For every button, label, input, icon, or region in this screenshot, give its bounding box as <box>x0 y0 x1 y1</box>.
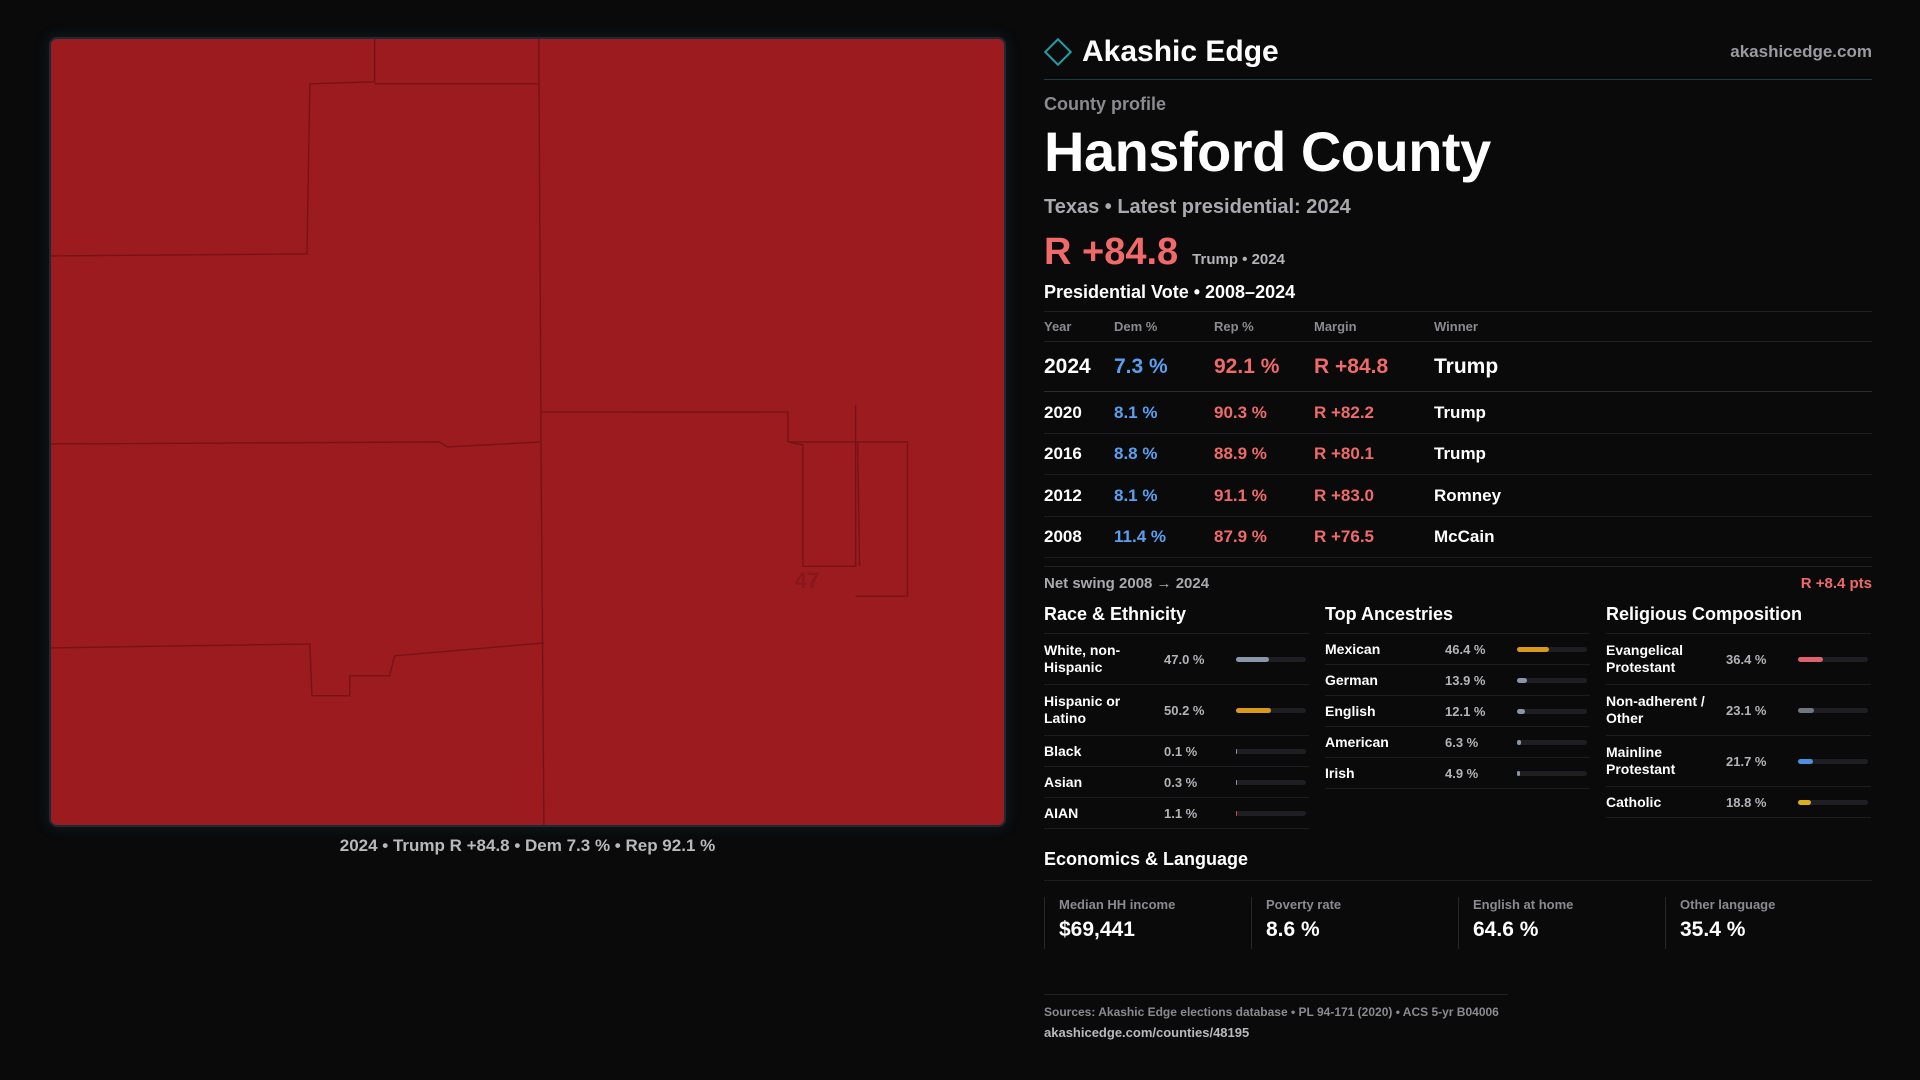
stat-label: Hispanic or Latino <box>1044 692 1121 727</box>
stat-bar <box>1798 759 1868 764</box>
stat-label: Mexican <box>1325 640 1381 657</box>
county-boundary <box>51 39 375 256</box>
cell-winner: Trump <box>1434 342 1872 392</box>
cell-year: 2012 <box>1044 475 1114 517</box>
subline: Texas • Latest presidential: 2024 <box>1044 195 1351 218</box>
cell-margin: R +76.5 <box>1314 516 1434 558</box>
table-row[interactable] <box>1044 342 1872 392</box>
presidential-table <box>1044 312 1872 559</box>
header-dem: Dem % <box>1114 312 1214 342</box>
econ-value: 35.4 % <box>1680 918 1746 942</box>
margin-value: R +84.8 <box>1044 230 1179 273</box>
stat-bar-fill <box>1798 800 1811 805</box>
stat-bar-fill <box>1517 740 1521 745</box>
stat-value: 46.4 % <box>1445 641 1486 657</box>
stat-value: 47.0 % <box>1164 651 1205 667</box>
swing-value: R +8.4 pts <box>1800 575 1872 593</box>
margin-note: Trump • 2024 <box>1192 250 1285 268</box>
econ-label: Poverty rate <box>1266 897 1342 913</box>
cell-margin: R +80.1 <box>1314 433 1434 475</box>
map-caption: 2024 • Trump R +84.8 • Dem 7.3 % • Rep 92.1 % <box>339 836 716 855</box>
cell-rep: 91.1 % <box>1214 475 1314 517</box>
stat-label: American <box>1325 733 1389 750</box>
cell-dem: 8.1 % <box>1114 392 1214 434</box>
stat-bar-fill <box>1236 749 1237 754</box>
sources-line: Sources: Akashic Edge elections database • PL 94-171 (2020) • ACS 5-yr B04006 <box>1044 1005 1499 1019</box>
stat-value: 6.3 % <box>1445 734 1479 750</box>
cell-rep: 87.9 % <box>1214 516 1314 558</box>
diamond-logo-icon <box>1044 37 1072 65</box>
stat-label: White, non-Hispanic <box>1044 641 1121 676</box>
table-row[interactable] <box>1044 516 1872 558</box>
stat-bar-fill <box>1517 771 1520 776</box>
econ-cell <box>1665 897 1872 949</box>
demographics <box>1044 604 1872 829</box>
religion-title: Religious Composition <box>1606 604 1871 634</box>
cell-year: 2008 <box>1044 516 1114 558</box>
sources-footer <box>1044 994 1508 1040</box>
header <box>1044 30 1872 80</box>
ancestry-section <box>1325 604 1590 829</box>
header-rep: Rep % <box>1214 312 1314 342</box>
brand[interactable] <box>1044 35 1279 69</box>
economics-row <box>1044 897 1872 949</box>
stat-bar <box>1236 657 1306 662</box>
stat-label: AIAN <box>1044 804 1079 821</box>
stat-bar <box>1236 780 1306 785</box>
stat-value: 0.3 % <box>1164 774 1198 790</box>
stat-row <box>1606 634 1871 685</box>
stat-bar-fill <box>1236 811 1237 816</box>
county-boundary <box>51 412 541 447</box>
stat-value: 23.1 % <box>1726 702 1767 718</box>
cell-dem: 8.8 % <box>1114 433 1214 475</box>
econ-value: $69,441 <box>1059 918 1135 942</box>
stat-label: English <box>1325 702 1376 719</box>
presidential-title: Presidential Vote • 2008–2024 <box>1044 282 1872 312</box>
table-row[interactable] <box>1044 433 1872 475</box>
stat-bar <box>1798 800 1868 805</box>
stat-row <box>1325 727 1590 758</box>
stat-label: Catholic <box>1606 793 1662 810</box>
stat-row <box>1044 767 1309 798</box>
header-margin: Margin <box>1314 312 1434 342</box>
stat-value: 4.9 % <box>1445 765 1479 781</box>
stat-bar <box>1517 709 1587 714</box>
econ-label: Other language <box>1680 897 1776 913</box>
stat-bar <box>1517 678 1587 683</box>
stat-row <box>1044 798 1309 829</box>
brand-url-link[interactable]: akashicedge.com <box>1730 41 1872 61</box>
cell-rep: 90.3 % <box>1214 392 1314 434</box>
race-section <box>1044 604 1309 829</box>
econ-label: Median HH income <box>1059 897 1176 913</box>
stat-bar-fill <box>1236 657 1269 662</box>
stat-row <box>1325 634 1590 665</box>
cell-winner: Romney <box>1434 475 1872 517</box>
cell-dem: 7.3 % <box>1114 342 1214 392</box>
cell-year: 2024 <box>1044 342 1114 392</box>
stat-label: Evangelical Protestant <box>1606 641 1684 676</box>
stat-label: Non-adherent / Other <box>1606 692 1705 727</box>
stat-bar-fill <box>1798 657 1823 662</box>
econ-cell <box>1044 897 1251 949</box>
stat-bar-fill <box>1236 780 1237 785</box>
stat-value: 21.7 % <box>1726 753 1767 769</box>
stat-label: Mainline Protestant <box>1606 743 1676 778</box>
stat-value: 50.2 % <box>1164 702 1205 718</box>
religion-section <box>1606 604 1871 829</box>
county-map[interactable] <box>49 37 1006 827</box>
stat-bar <box>1236 708 1306 713</box>
eyebrow: County profile <box>1044 94 1166 114</box>
table-row[interactable] <box>1044 475 1872 517</box>
stat-bar <box>1236 749 1306 754</box>
econ-value: 64.6 % <box>1473 918 1539 942</box>
stat-row <box>1606 787 1871 818</box>
stat-row <box>1044 685 1309 736</box>
stat-bar <box>1517 740 1587 745</box>
stat-value: 1.1 % <box>1164 805 1198 821</box>
econ-value: 8.6 % <box>1266 918 1320 942</box>
cell-rep: 88.9 % <box>1214 433 1314 475</box>
stat-bar-fill <box>1798 708 1814 713</box>
stat-value: 13.9 % <box>1445 672 1486 688</box>
county-boundary <box>375 39 539 84</box>
econ-cell <box>1458 897 1665 949</box>
header-winner: Winner <box>1434 312 1872 342</box>
stat-row <box>1044 634 1309 685</box>
stat-bar-fill <box>1517 647 1549 652</box>
stat-row <box>1606 736 1871 787</box>
cell-rep: 92.1 % <box>1214 342 1314 392</box>
stat-row <box>1325 696 1590 727</box>
economics-title: Economics & Language <box>1044 849 1872 881</box>
stat-value: 36.4 % <box>1726 651 1767 667</box>
stat-label: Asian <box>1044 773 1083 790</box>
table-row[interactable] <box>1044 392 1872 434</box>
race-title: Race & Ethnicity <box>1044 604 1309 634</box>
table-header-row <box>1044 312 1872 342</box>
brand-name: Akashic Edge <box>1082 34 1279 68</box>
cell-margin: R +83.0 <box>1314 475 1434 517</box>
cell-year: 2016 <box>1044 433 1114 475</box>
cell-winner: Trump <box>1434 392 1872 434</box>
cell-margin: R +84.8 <box>1314 342 1434 392</box>
stat-bar <box>1798 657 1868 662</box>
county-boundary <box>539 84 788 442</box>
stat-row <box>1325 758 1590 789</box>
stat-bar-fill <box>1236 708 1271 713</box>
stat-bar <box>1236 811 1306 816</box>
stat-row <box>1044 736 1309 767</box>
page-title: Hansford County <box>1044 120 1491 183</box>
stat-bar-fill <box>1798 759 1813 764</box>
swing-label: Net swing 2008 → 2024 <box>1044 575 1210 593</box>
econ-label: English at home <box>1473 897 1574 913</box>
county-boundary <box>541 442 544 825</box>
stat-value: 12.1 % <box>1445 703 1486 719</box>
cell-winner: Trump <box>1434 433 1872 475</box>
stat-label: Black <box>1044 742 1082 759</box>
net-swing <box>1044 566 1872 592</box>
stat-label: German <box>1325 671 1378 688</box>
profile-panel <box>1044 30 1872 949</box>
cell-year: 2020 <box>1044 392 1114 434</box>
cell-dem: 11.4 % <box>1114 516 1214 558</box>
ancestry-title: Top Ancestries <box>1325 604 1590 634</box>
stat-bar-fill <box>1517 678 1527 683</box>
map-label: 47 <box>794 568 820 594</box>
stat-bar <box>1517 771 1587 776</box>
stat-bar <box>1798 708 1868 713</box>
county-boundary <box>51 643 544 696</box>
cell-dem: 8.1 % <box>1114 475 1214 517</box>
cell-margin: R +82.2 <box>1314 392 1434 434</box>
cell-winner: McCain <box>1434 516 1872 558</box>
stat-row <box>1325 665 1590 696</box>
stat-value: 0.1 % <box>1164 743 1198 759</box>
sources-url-link[interactable]: akashicedge.com/counties/48195 <box>1044 1025 1250 1040</box>
header-year: Year <box>1044 312 1114 342</box>
econ-cell <box>1251 897 1458 949</box>
stat-bar-fill <box>1517 709 1525 714</box>
stat-bar <box>1517 647 1587 652</box>
stat-value: 18.8 % <box>1726 794 1767 810</box>
stat-row <box>1606 685 1871 736</box>
county-map-svg <box>51 39 1004 825</box>
stat-label: Irish <box>1325 764 1355 781</box>
margin-summary <box>1044 231 1872 274</box>
